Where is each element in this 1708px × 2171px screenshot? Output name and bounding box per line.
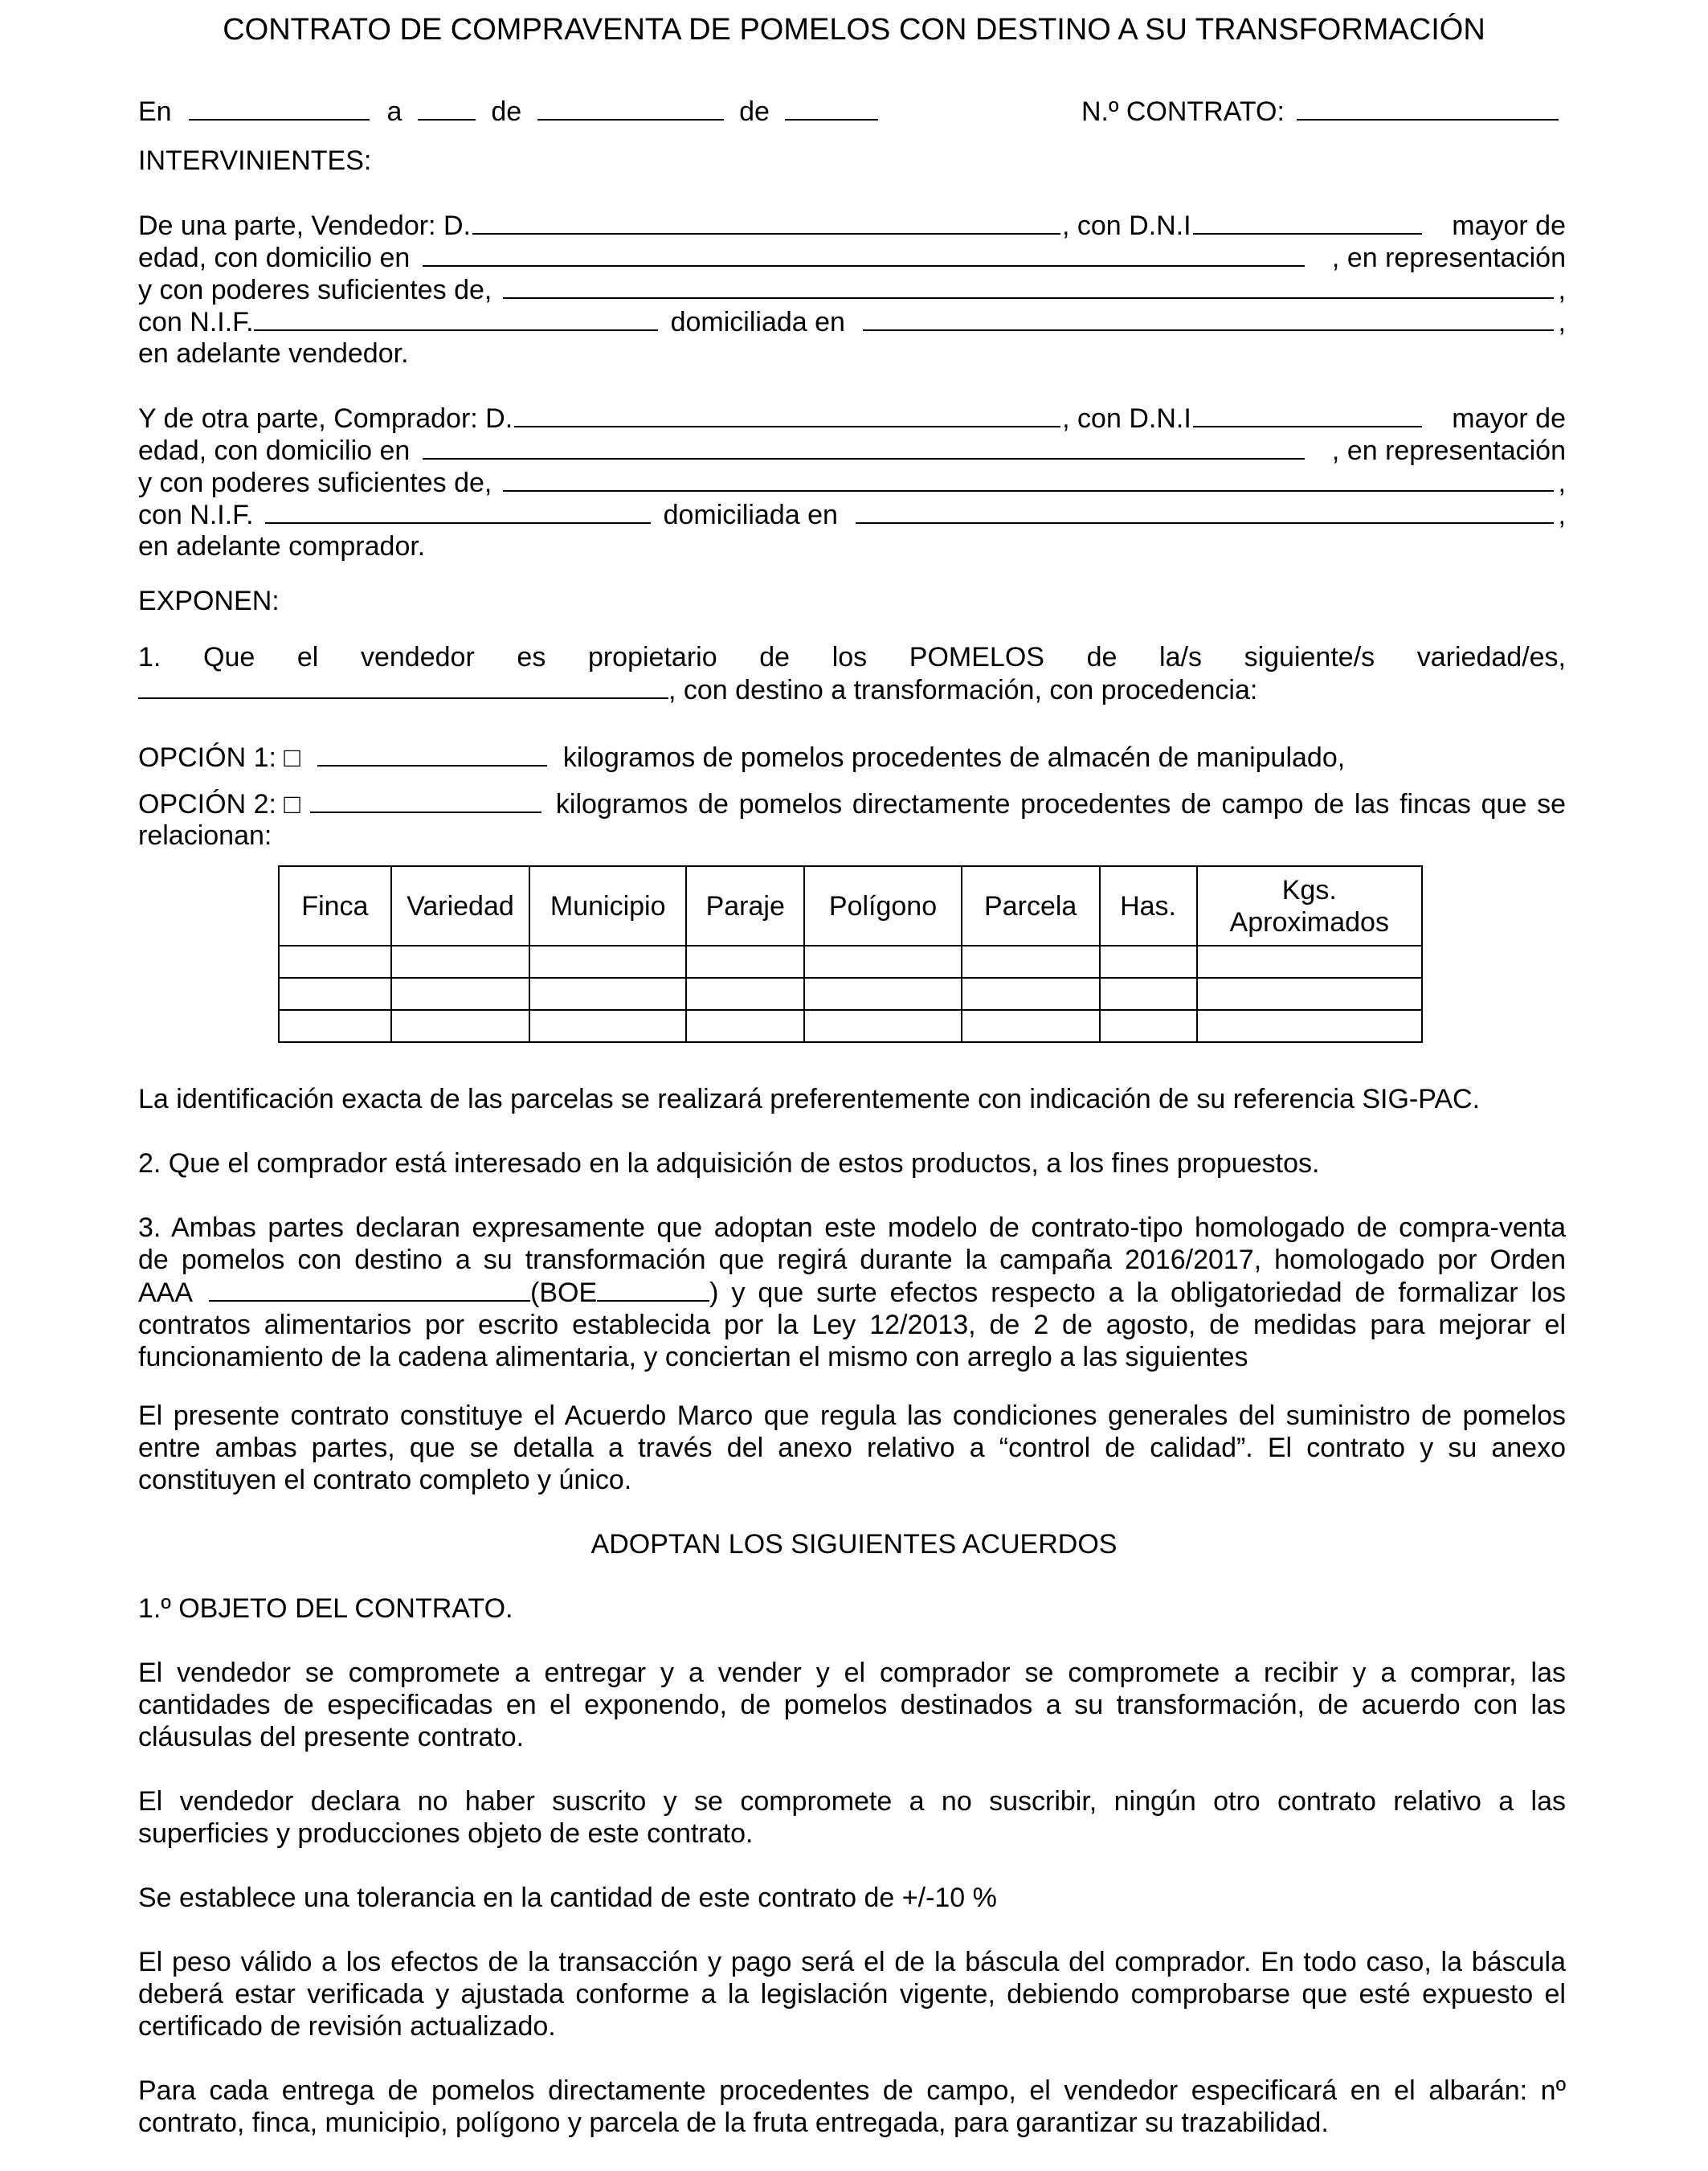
header-en-label: En [138, 96, 172, 127]
month-blank[interactable] [537, 95, 724, 121]
vendedor-name-blank[interactable] [472, 209, 1060, 235]
opcion-2-line-2: relacionan: [138, 820, 272, 851]
boe-number-blank[interactable] [597, 1276, 709, 1302]
opcion-1 [138, 741, 1345, 774]
comprador-domiciliada-label: domiciliada en [663, 500, 838, 530]
table-cell[interactable] [391, 946, 529, 978]
table-cell[interactable] [686, 946, 804, 978]
orden-aaa-label: AAA [138, 1278, 194, 1308]
acuerdo-marco [138, 1400, 1566, 1496]
table-cell[interactable] [529, 1010, 686, 1042]
vendedor-line-5: en adelante vendedor. [138, 338, 409, 369]
header-de1-label: de [491, 96, 522, 127]
column-header-municipio: Municipio [529, 866, 686, 946]
vendedor-comma: , [1558, 275, 1566, 305]
vendedor-line-2 [138, 241, 1566, 274]
identificacion-parcelas: La identificación exacta de las parcelas se realizará preferentemente con indicación de su referencia SIG-PAC. [138, 1084, 1481, 1114]
table-cell[interactable] [804, 978, 962, 1010]
vendedor-poderes-label: y con poderes suficientes de, [138, 275, 492, 305]
table-cell[interactable] [391, 1010, 529, 1042]
intervinientes-heading: INTERVINIENTES: [138, 145, 372, 176]
column-header-kgs: Kgs. Aproximados [1197, 866, 1422, 946]
year-blank[interactable] [785, 95, 878, 121]
comprador-dni-label: , con D.N.I [1062, 403, 1191, 434]
comprador-domicilio-blank[interactable] [423, 434, 1305, 460]
comprador-poderes-label: y con poderes suficientes de, [138, 468, 492, 498]
objeto-p1-line-3: cláusulas del presente contrato. [138, 1722, 525, 1752]
vendedor-nif-label: con N.I.F. [138, 307, 254, 337]
header-place-date [138, 95, 886, 128]
day-blank[interactable] [418, 95, 476, 121]
tolerancia: Se establece una tolerancia en la cantidad de este contrato de +/-10 % [138, 1883, 997, 1913]
expone-3 [138, 1212, 1566, 1373]
objeto-p1-line-2: cantidades de especificadas en el exponendo, de pomelos destinados a su transformación, de acuerdo con las [138, 1690, 1566, 1720]
vendedor-mayor-label: mayor de [1452, 211, 1566, 241]
exponen-heading: EXPONEN: [138, 586, 280, 616]
objeto-p1-line-1: El vendedor se compromete a entregar y a vender y el comprador se compromete a recibir y a comprar, las [138, 1658, 1566, 1688]
expone-3-line-1: 3. Ambas partes declaran expresamente que adoptan este modelo de contrato-tipo homologado de compra-venta [138, 1212, 1566, 1243]
column-header-paraje: Paraje [686, 866, 804, 946]
adoptan-heading: ADOPTAN LOS SIGUIENTES ACUERDOS [590, 1529, 1118, 1560]
vendedor-domiciliada-blank[interactable] [863, 305, 1554, 331]
expone-3-line-5: funcionamiento de la cadena alimentaria, y conciertan el mismo con arreglo a las siguientes [138, 1342, 1248, 1372]
table-cell[interactable] [1100, 1010, 1197, 1042]
table-cell[interactable] [962, 1010, 1100, 1042]
vendedor-dni-label: , con D.N.I [1061, 211, 1191, 241]
vendedor-domiciliada-label: domiciliada en [670, 307, 845, 337]
peso-line-2: deberá estar verificada y ajustada conforme a la legislación vigente, debiendo comprobarse que esté expuesto el [138, 1979, 1566, 2010]
expone-1-line-2 [138, 673, 1257, 706]
column-header-finca: Finca [279, 866, 391, 946]
vendedor-domicilio-blank[interactable] [423, 241, 1305, 267]
contract-number-blank[interactable] [1297, 95, 1559, 121]
opcion-2 [138, 787, 1566, 820]
comprador-mayor-label: mayor de [1452, 403, 1566, 434]
comprador-name-blank[interactable] [514, 402, 1060, 427]
vendedor-nif-blank[interactable] [254, 305, 658, 331]
table-cell[interactable] [962, 978, 1100, 1010]
peso-paragraph [138, 1946, 1566, 2042]
table-header-row [279, 866, 1422, 946]
place-blank[interactable] [189, 95, 370, 121]
comprador-poderes-blank[interactable] [503, 466, 1553, 492]
comprador-line-5: en adelante comprador. [138, 531, 426, 562]
table-cell[interactable] [1100, 978, 1197, 1010]
table-cell[interactable] [962, 946, 1100, 978]
expone-3-line-3 [138, 1276, 1566, 1309]
table-cell[interactable] [686, 978, 804, 1010]
column-header-variedad: Variedad [391, 866, 529, 946]
vendedor-line-3 [138, 273, 1566, 306]
table-cell[interactable] [391, 978, 529, 1010]
table-row [279, 978, 1422, 1010]
table-cell[interactable] [1100, 946, 1197, 978]
comprador-line-2 [138, 434, 1566, 467]
vendedor-comma-2: , [1558, 307, 1566, 337]
comprador-dni-blank[interactable] [1193, 402, 1422, 427]
peso-line-1: El peso válido a los efectos de la transacción y pago será el de la báscula del comprador. En todo caso, la báscula [138, 1947, 1566, 1977]
entrega-line-1: Para cada entrega de pomelos directamente procedentes de campo, el vendedor especificará en el albarán: nº [138, 2075, 1566, 2106]
expone-2: 2. Que el comprador está interesado en la adquisición de estos productos, a los fines propuestos. [138, 1148, 1320, 1179]
table-row [279, 1010, 1422, 1042]
document-title: CONTRATO DE COMPRAVENTA DE POMELOS CON DESTINO A SU TRANSFORMACIÓN [223, 13, 1485, 47]
objeto-p2-line-1: El vendedor declara no haber suscrito y se compromete a no suscribir, ningún otro contrato relativo a las [138, 1786, 1566, 1817]
column-header-parcela: Parcela [962, 866, 1100, 946]
comprador-domicilio-label: edad, con domicilio en [138, 435, 411, 466]
vendedor-line-4 [138, 305, 1566, 338]
comprador-line-4 [138, 498, 1566, 531]
table-cell[interactable] [279, 946, 391, 978]
comprador-representacion-label: , en representación [1331, 435, 1566, 466]
header-a-label: a [386, 96, 402, 127]
table-cell[interactable] [804, 946, 962, 978]
table-cell[interactable] [804, 1010, 962, 1042]
opcion-2-checkbox-label[interactable]: OPCIÓN 2: □ [138, 789, 300, 820]
vendedor-name-label: De una parte, Vendedor: D. [138, 211, 471, 241]
table-cell[interactable] [279, 978, 391, 1010]
opcion-2-kg-blank[interactable] [310, 787, 541, 813]
comprador-comma-2: , [1558, 500, 1566, 530]
column-header-poligono: Polígono [804, 866, 962, 946]
column-header-has: Has. [1100, 866, 1197, 946]
acuerdo-marco-line-3: constituyen el contrato completo y único. [138, 1465, 632, 1495]
expone-3-line-4: contratos alimentarios por escrito establecida por la Ley 12/2013, de 2 de agosto, de medidas para mejorar el [138, 1310, 1566, 1340]
comprador-line-3 [138, 466, 1566, 499]
objeto-paragraph-1 [138, 1657, 1566, 1753]
objeto-p2-line-2: superficies y producciones objeto de este contrato. [138, 1818, 754, 1849]
expone-1-destino: , con destino a transformación, con procedencia: [668, 675, 1258, 705]
comprador-line-1 [138, 402, 1566, 435]
objeto-paragraph-2 [138, 1785, 1566, 1850]
table-cell[interactable] [1197, 978, 1422, 1010]
vendedor-dni-blank[interactable] [1193, 209, 1422, 235]
entrega-line-2: contrato, finca, municipio, polígono y parcela de la fruta entregada, para garantizar su trazabilidad. [138, 2108, 1329, 2138]
comprador-domiciliada-blank[interactable] [856, 498, 1554, 524]
table-cell[interactable] [529, 978, 686, 1010]
table-cell[interactable] [1197, 1010, 1422, 1042]
orden-number-blank[interactable] [209, 1276, 530, 1302]
acuerdo-marco-line-2: entre ambas partes, que se detalla a través del anexo relativo a “control de calidad”. El contrato y su anexo [138, 1433, 1566, 1463]
table-cell[interactable] [529, 946, 686, 978]
expone-3-efectos: ) y que surte efectos respecto a la obligatoriedad de formalizar los [709, 1278, 1566, 1308]
opcion-2-text: kilogramos de pomelos directamente procedentes de campo de las fincas que se [555, 789, 1566, 820]
comprador-nif-label: con N.I.F. [138, 500, 254, 530]
contract-number-label: N.º CONTRATO: [1081, 96, 1285, 127]
comprador-nif-blank[interactable] [265, 498, 651, 524]
header-de2-label: de [739, 96, 770, 127]
fincas-table [278, 865, 1423, 1043]
table-row [279, 946, 1422, 978]
table-cell[interactable] [279, 1010, 391, 1042]
contract-number [1081, 95, 1559, 128]
vendedor-line-1 [138, 209, 1566, 242]
opcion-1-text: kilogramos de pomelos procedentes de almacén de manipulado, [562, 742, 1346, 773]
vendedor-domicilio-label: edad, con domicilio en [138, 243, 411, 273]
objeto-heading: 1.º OBJETO DEL CONTRATO. [138, 1593, 513, 1624]
acuerdo-marco-line-1: El presente contrato constituye el Acuerdo Marco que regula las condiciones generales del suministro de pomelos [138, 1400, 1566, 1431]
peso-line-3: certificado de revisión actualizado. [138, 2011, 556, 2042]
vendedor-representacion-label: , en representación [1331, 243, 1566, 273]
boe-label: (BOE [530, 1278, 598, 1308]
expone-3-line-2: de pomelos con destino a su transformación que regirá durante la campaña 2016/2017, homologado por Orden [138, 1245, 1566, 1275]
table-cell[interactable] [686, 1010, 804, 1042]
opcion-1-checkbox-label[interactable]: OPCIÓN 1: □ [138, 742, 300, 773]
entrega-paragraph [138, 2075, 1566, 2139]
vendedor-poderes-blank[interactable] [503, 273, 1553, 299]
expone-1-line-1: 1. Que el vendedor es propietario de los POMELOS de la/s siguiente/s variedad/es, [138, 642, 1566, 673]
comprador-name-label: Y de otra parte, Comprador: D. [138, 403, 513, 434]
opcion-1-kg-blank[interactable] [317, 741, 547, 767]
table-cell[interactable] [1197, 946, 1422, 978]
comprador-comma: , [1558, 468, 1566, 498]
variedad-blank[interactable] [138, 673, 668, 699]
